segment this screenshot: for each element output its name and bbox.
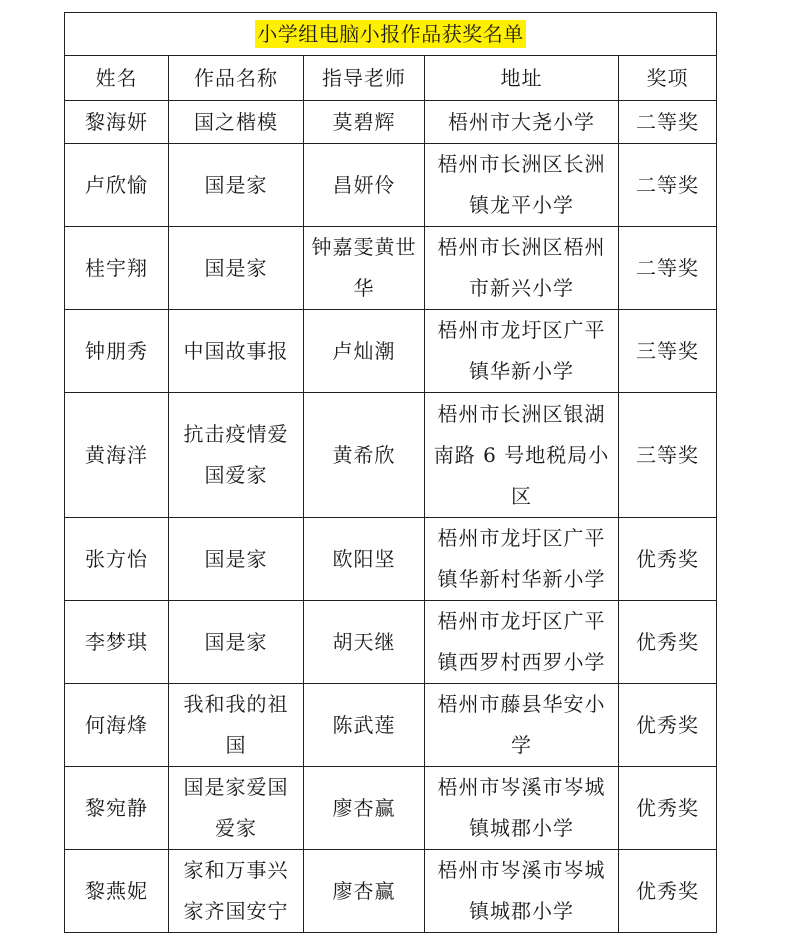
cell-name: 黎宛静: [65, 767, 169, 850]
cell-work: 国是家: [169, 601, 304, 684]
cell-name: 黎燕妮: [65, 850, 169, 933]
cell-work: 国是家: [169, 518, 304, 601]
header-row: [65, 56, 717, 101]
cell-work: 国是家: [169, 144, 304, 227]
cell-work: 我和我的祖国: [169, 684, 304, 767]
cell-work: 国之楷模: [169, 101, 304, 144]
table-row: [65, 393, 717, 518]
cell-address: 梧州市长洲区长洲镇龙平小学: [425, 144, 619, 227]
cell-award: 二等奖: [619, 101, 717, 144]
table-row: [65, 310, 717, 393]
title-cell: [65, 13, 717, 56]
header-award: 奖项: [619, 56, 717, 101]
cell-name: 张方怡: [65, 518, 169, 601]
header-address: 地址: [425, 56, 619, 101]
cell-name: 卢欣愉: [65, 144, 169, 227]
cell-work: 抗击疫情爱国爱家: [169, 393, 304, 518]
cell-teacher: 莫碧辉: [304, 101, 425, 144]
cell-teacher: 钟嘉雯黄世华: [304, 227, 425, 310]
cell-address: 梧州市长洲区银湖南路 6 号地税局小区: [425, 393, 619, 518]
title-row: [65, 13, 717, 56]
cell-address: 梧州市岑溪市岑城镇城郡小学: [425, 767, 619, 850]
table-row: [65, 767, 717, 850]
table-row: [65, 684, 717, 767]
cell-teacher: 廖杏赢: [304, 767, 425, 850]
cell-address: 梧州市龙圩区广平镇华新小学: [425, 310, 619, 393]
header-work: 作品名称: [169, 56, 304, 101]
header-name: 姓名: [65, 56, 169, 101]
cell-work: 国是家爱国爱家: [169, 767, 304, 850]
cell-name: 黄海洋: [65, 393, 169, 518]
table-row: [65, 850, 717, 933]
cell-award: 优秀奖: [619, 767, 717, 850]
cell-teacher: 廖杏赢: [304, 850, 425, 933]
cell-address: 梧州市龙圩区广平镇西罗村西罗小学: [425, 601, 619, 684]
cell-name: 何海烽: [65, 684, 169, 767]
page-title: 小学组电脑小报作品获奖名单: [257, 21, 524, 46]
cell-teacher: 欧阳坚: [304, 518, 425, 601]
table-row: [65, 144, 717, 227]
cell-award: 优秀奖: [619, 850, 717, 933]
cell-award: 优秀奖: [619, 684, 717, 767]
cell-award: 三等奖: [619, 393, 717, 518]
cell-address: 梧州市岑溪市岑城镇城郡小学: [425, 850, 619, 933]
cell-teacher: 陈武莲: [304, 684, 425, 767]
cell-address: 梧州市藤县华安小学: [425, 684, 619, 767]
cell-award: 二等奖: [619, 144, 717, 227]
header-teacher: 指导老师: [304, 56, 425, 101]
cell-award: 优秀奖: [619, 601, 717, 684]
cell-address: 梧州市龙圩区广平镇华新村华新小学: [425, 518, 619, 601]
cell-award: 三等奖: [619, 310, 717, 393]
cell-work: 国是家: [169, 227, 304, 310]
table-row: [65, 101, 717, 144]
cell-teacher: 昌妍伶: [304, 144, 425, 227]
table-row: [65, 601, 717, 684]
cell-award: 优秀奖: [619, 518, 717, 601]
cell-teacher: 黄希欣: [304, 393, 425, 518]
cell-teacher: 胡天继: [304, 601, 425, 684]
cell-name: 李梦琪: [65, 601, 169, 684]
cell-address: 梧州市长洲区梧州市新兴小学: [425, 227, 619, 310]
award-table: [64, 12, 717, 933]
cell-name: 黎海妍: [65, 101, 169, 144]
cell-name: 钟朋秀: [65, 310, 169, 393]
cell-name: 桂宇翔: [65, 227, 169, 310]
award-sheet: [64, 12, 716, 933]
cell-work: 家和万事兴家齐国安宁: [169, 850, 304, 933]
cell-award: 二等奖: [619, 227, 717, 310]
cell-work: 中国故事报: [169, 310, 304, 393]
cell-teacher: 卢灿潮: [304, 310, 425, 393]
table-row: [65, 227, 717, 310]
table-row: [65, 518, 717, 601]
cell-address: 梧州市大尧小学: [425, 101, 619, 144]
